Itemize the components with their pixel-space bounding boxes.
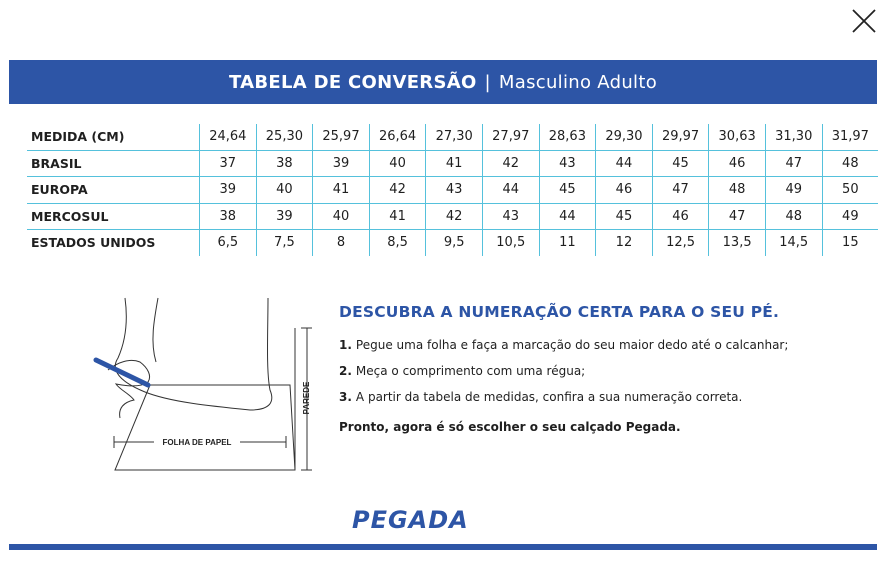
size-cell: 41 (369, 203, 426, 230)
instruction-step-2: 2. Meça o comprimento com uma régua; (339, 364, 586, 378)
size-cell: 39 (200, 177, 257, 204)
conversion-table-banner (9, 60, 877, 104)
size-cell: 11 (539, 230, 596, 256)
size-row (27, 177, 878, 204)
size-cell: 28,63 (539, 124, 596, 150)
size-cell: 31,97 (822, 124, 878, 150)
size-cell: 10,5 (482, 230, 539, 256)
size-cell: 27,97 (482, 124, 539, 150)
size-row-label: BRASIL (27, 150, 200, 177)
size-cell: 50 (822, 177, 878, 204)
foot-measurement-illustration (90, 290, 330, 480)
size-cell: 47 (765, 150, 822, 177)
size-cell: 46 (709, 150, 766, 177)
size-cell: 25,97 (313, 124, 370, 150)
size-cell: 29,30 (596, 124, 653, 150)
size-row-label: MEDIDA (CM) (31, 129, 125, 145)
size-cell: 48 (765, 203, 822, 230)
size-cell: 40 (369, 150, 426, 177)
size-cell: 42 (426, 203, 483, 230)
pegada-logo: PEGADA (352, 506, 469, 534)
size-cell: 49 (822, 203, 878, 230)
size-cell: 8,5 (369, 230, 426, 256)
instructions-panel (339, 303, 859, 434)
banner-separator: | (484, 71, 491, 93)
size-cell: 42 (482, 150, 539, 177)
size-cell: 44 (482, 177, 539, 204)
size-cell: 12 (596, 230, 653, 256)
size-cell: 43 (426, 177, 483, 204)
size-cell: 46 (596, 177, 653, 204)
size-cell: 41 (313, 177, 370, 204)
wall-label: PAREDE (302, 381, 311, 415)
instruction-step-1: 1. Pegue uma folha e faça a marcação do seu maior dedo até o calcanhar; (339, 338, 789, 352)
size-cell: 26,64 (369, 124, 426, 150)
size-cell: 45 (652, 150, 709, 177)
size-cell: 24,64 (200, 124, 257, 150)
size-cell: 40 (256, 177, 313, 204)
size-cell: 43 (539, 150, 596, 177)
instruction-step-3: 3. A partir da tabela de medidas, confira a sua numeração correta. (339, 390, 743, 404)
size-cell: 49 (765, 177, 822, 204)
size-cell: 9,5 (426, 230, 483, 256)
paper-label: FOLHA DE PAPEL (162, 438, 232, 447)
instructions-heading: DESCUBRA A NUMERAÇÃO CERTA PARA O SEU PÉ. (339, 303, 780, 321)
size-cell: 44 (539, 203, 596, 230)
size-row-label: MERCOSUL (27, 203, 200, 230)
size-cell: 7,5 (256, 230, 313, 256)
size-cell: 42 (369, 177, 426, 204)
size-cell: 40 (313, 203, 370, 230)
footer-bar (9, 544, 877, 550)
size-cell: 48 (822, 150, 878, 177)
size-cell: 46 (652, 203, 709, 230)
size-cell: 39 (313, 150, 370, 177)
size-cell: 45 (596, 203, 653, 230)
instructions-final-note: Pronto, agora é só escolher o seu calçado Pegada. (339, 420, 681, 434)
size-cell: 15 (822, 230, 878, 256)
size-cell: 13,5 (709, 230, 766, 256)
size-cell: 43 (482, 203, 539, 230)
size-cell: 37 (200, 150, 257, 177)
size-cell: 14,5 (765, 230, 822, 256)
size-cell: 30,63 (709, 124, 766, 150)
size-cell: 38 (256, 150, 313, 177)
size-conversion-table (27, 124, 878, 256)
size-cell: 39 (256, 203, 313, 230)
size-cell: 25,30 (256, 124, 313, 150)
size-row-label: EUROPA (27, 177, 200, 204)
banner-title: TABELA DE CONVERSÃO (228, 71, 477, 93)
banner-subtitle: Masculino Adulto (498, 71, 658, 93)
close-button[interactable] (850, 7, 878, 35)
size-cell: 8 (313, 230, 370, 256)
size-cell: 47 (652, 177, 709, 204)
size-cell: 38 (200, 203, 257, 230)
size-row (27, 230, 878, 256)
size-row-label: ESTADOS UNIDOS (27, 230, 200, 256)
size-cell: 12,5 (652, 230, 709, 256)
size-cell: 41 (426, 150, 483, 177)
close-icon (850, 7, 878, 35)
size-row (27, 150, 878, 177)
size-cell: 29,97 (652, 124, 709, 150)
size-cell: 6,5 (200, 230, 257, 256)
size-cell: 27,30 (426, 124, 483, 150)
size-row (27, 203, 878, 230)
size-cell: 48 (709, 177, 766, 204)
size-row (27, 124, 878, 150)
size-cell: 44 (596, 150, 653, 177)
size-cell: 45 (539, 177, 596, 204)
size-cell: 47 (709, 203, 766, 230)
size-cell: 31,30 (765, 124, 822, 150)
